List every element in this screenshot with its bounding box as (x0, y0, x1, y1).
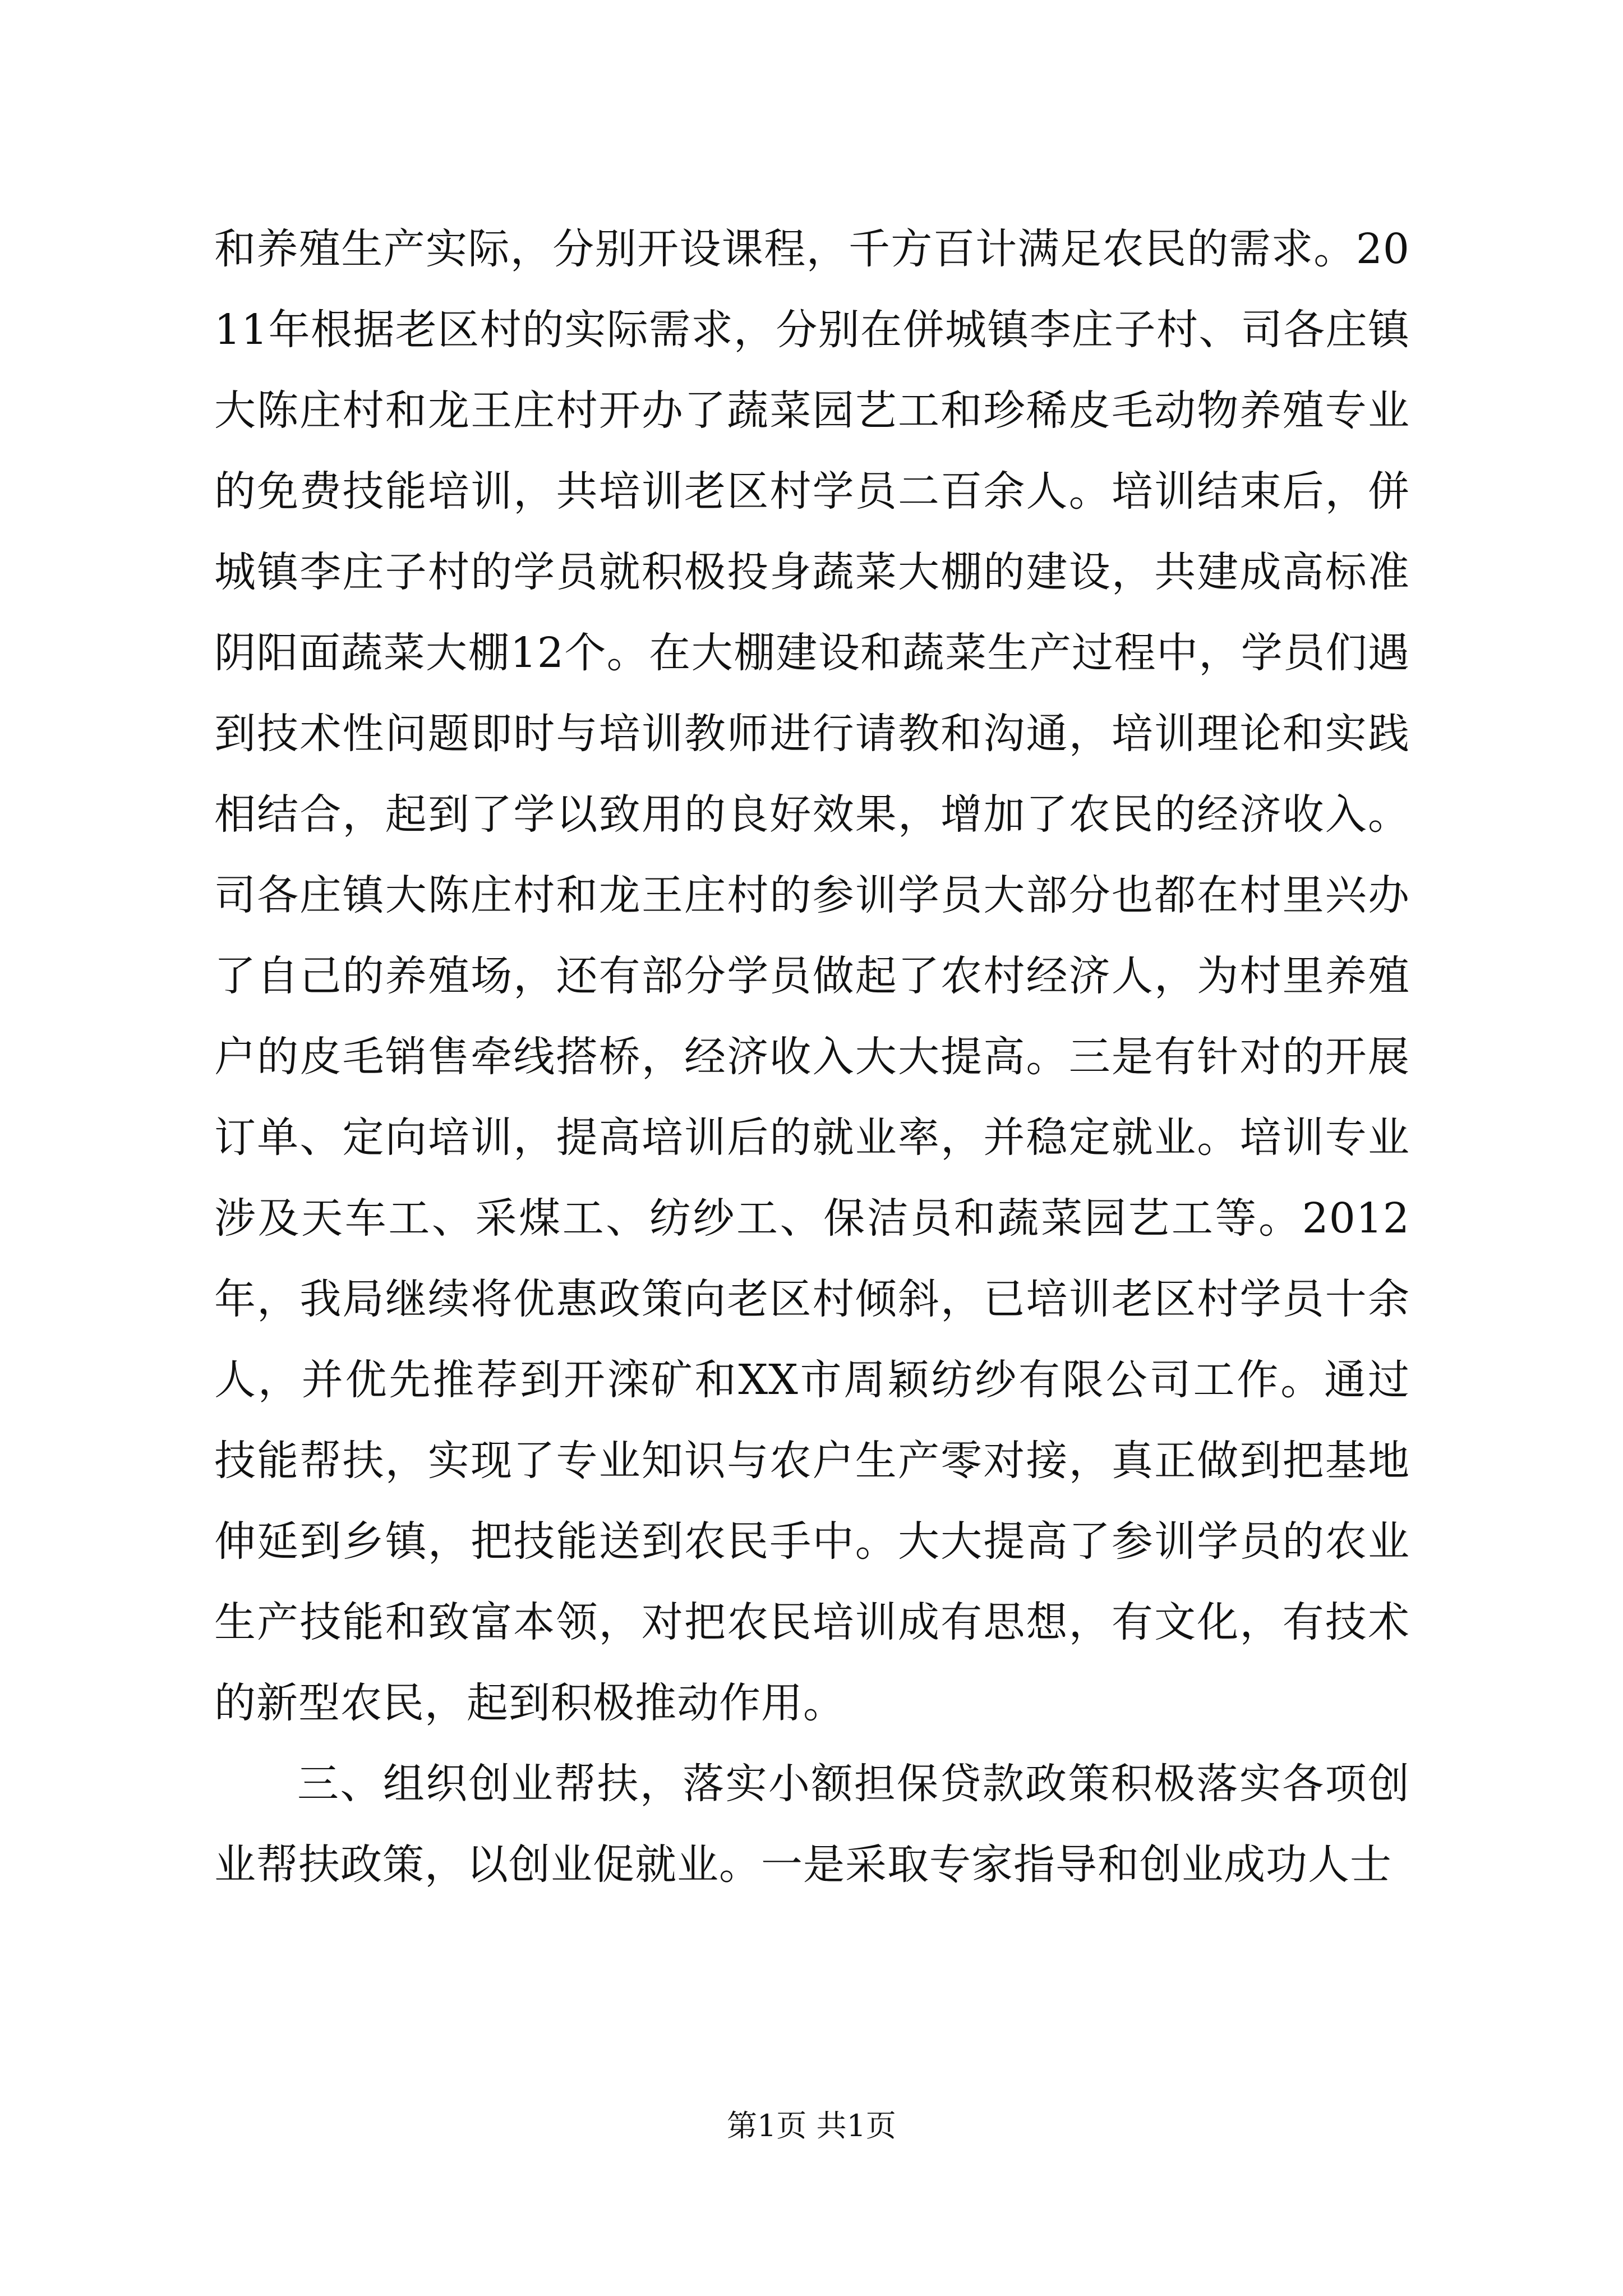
page-footer: 第1页 共1页 (727, 2108, 896, 2143)
paragraph-entrepreneurship-support: 三、组织创业帮扶，落实小额担保贷款政策积极落实各项创业帮扶政策，以创业促就业。一是采取专家指导和创业成功人士 (214, 1760, 1410, 1889)
document-body (214, 209, 1410, 1905)
paragraph-training-results: 和养殖生产实际，分别开设课程，千方百计满足农民的需求。2011年根据老区村的实际需求，分别在併城镇李庄子村、司各庄镇大陈庄村和龙王庄村开办了蔬菜园艺工和珍稀皮毛动物养殖专业的免费技能培训，共培训老区村学员二百余人。培训结束后，併城镇李庄子村的学员就积极投身蔬菜大棚的建设，共建成高标准阴阳面蔬菜大棚12个。在大棚建设和蔬菜生产过程中，学员们遇到技术性问题即时与培训教师进行请教和沟通，培训理论和实践相结合，起到了学以致用的良好效果，增加了农民的经济收入。司各庄镇大陈庄村和龙王庄村的参训学员大部分也都在村里兴办了自己的养殖场，还有部分学员做起了农村经济人，为村里养殖户的皮毛销售牵线搭桥，经济收入大大提高。三是有针对的开展订单、定向培训，提高培训后的就业率，并稳定就业。培训专业涉及天车工、采煤工、纺纱工、保洁员和蔬菜园艺工等。2012年，我局继续将优惠政策向老区村倾斜，已培训老区村学员十余人，并优先推荐到开滦矿和XX市周颖纺纱有限公司工作。通过技能帮扶，实现了专业知识与农户生产零对接，真正做到把基地伸延到乡镇，把技能送到农民手中。大大提高了参训学员的农业生产技能和致富本领，对把农民培训成有思想，有文化，有技术的新型农民，起到积极推动作用。 (214, 225, 1410, 1727)
